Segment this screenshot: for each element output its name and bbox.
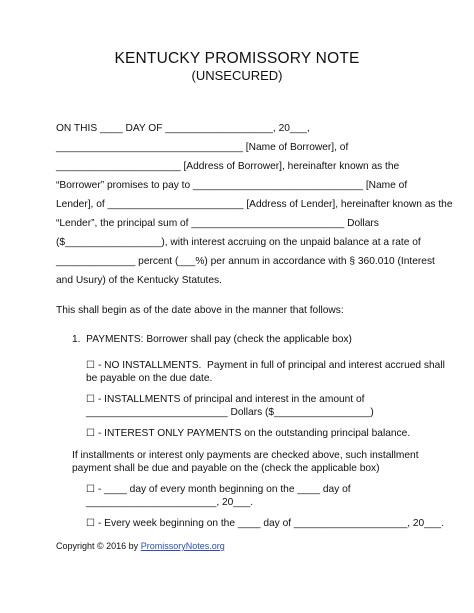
installment-note-line-1: If installments or interest only payments are checked above, such installment — [72, 450, 419, 461]
intro-line-9: and Usury) of the Kentucky Statutes. — [56, 275, 222, 286]
option-no-installments-line-1[interactable]: ☐ - NO INSTALLMENTS. Payment in full of principal and interest accrued shall — [86, 360, 445, 371]
intro-line-6: “Lender”, the principal sum of ___________________________ Dollars — [56, 218, 379, 229]
begin-statement: This shall begin as of the date above in the manner that follows: — [56, 305, 344, 316]
copyright-footer — [56, 540, 225, 552]
payments-heading: 1. PAYMENTS: Borrower shall pay (check the applicable box) — [72, 334, 352, 345]
intro-line-4: “Borrower” promises to pay to ______________________________ [Name of — [56, 180, 408, 191]
option-interest-only[interactable]: ☐ - INTEREST ONLY PAYMENTS on the outstanding principal balance. — [86, 428, 411, 439]
intro-line-3: ______________________ [Address of Borrower], hereinafter known as the — [56, 161, 400, 172]
option-weekly[interactable]: ☐ - Every week beginning on the ____ day of ____________________, 20___. — [86, 518, 445, 529]
option-no-installments-line-2: be payable on the due date. — [86, 373, 213, 384]
copyright-text: Copyright © 2016 by — [56, 541, 141, 551]
option-installments-line-2: _________________________ Dollars ($_________________) — [86, 407, 374, 418]
document-subtitle: (UNSECURED) — [191, 68, 283, 83]
intro-line-8: ______________ percent (___%) per annum in accordance with § 360.010 (Interest — [56, 256, 435, 267]
option-installments-line-1[interactable]: ☐ - INSTALLMENTS of principal and interest in the amount of — [86, 394, 365, 405]
document-title: KENTUCKY PROMISSORY NOTE — [114, 50, 360, 67]
promissorynotes-link[interactable]: PromissoryNotes.org — [140, 541, 225, 551]
option-monthly-line-1[interactable]: ☐ - ____ day of every month beginning on the ____ day of — [86, 484, 351, 495]
intro-line-2: _________________________________ [Name of Borrower], of — [56, 142, 349, 153]
option-monthly-line-2: _______________________, 20___. — [86, 497, 254, 508]
intro-line-7: ($_________________), with interest accruing on the unpaid balance at a rate of — [56, 237, 421, 248]
intro-line-1: ON THIS ____ DAY OF ___________________, 20___, — [56, 123, 310, 134]
intro-line-5: Lender], of ________________________ [Address of Lender], hereinafter known as the — [56, 199, 453, 210]
installment-note-line-2: payment shall be due and payable on the (check the applicable box) — [72, 463, 380, 474]
